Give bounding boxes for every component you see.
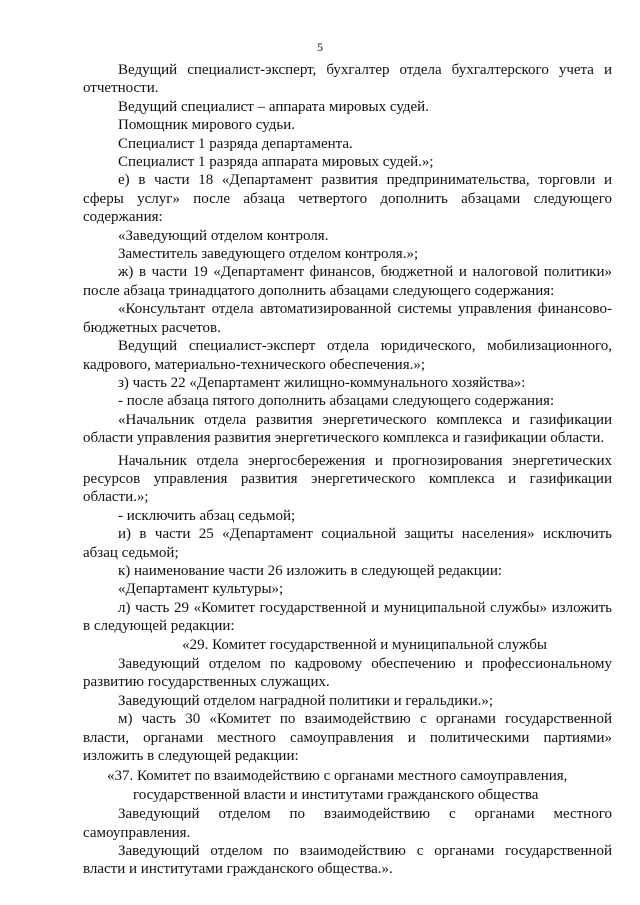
page-number: 5 bbox=[317, 40, 323, 54]
paragraph: Помощник мирового судьи. bbox=[118, 117, 295, 134]
document-body bbox=[83, 61, 612, 879]
paragraph: и) в части 25 «Департамент социальной защиты населения» исключить абзац седьмой; bbox=[83, 526, 612, 561]
paragraph: Заместитель заведующего отделом контроля.»; bbox=[118, 246, 419, 263]
paragraph: Заведующий отделом по кадровому обеспечению и профессиональному развитию государственных служащих. bbox=[83, 656, 612, 691]
paragraph: Специалист 1 разряда аппарата мировых судей.»; bbox=[118, 154, 434, 171]
paragraph: Ведущий специалист-эксперт отдела юридического, мобилизационного, кадрового, материально-технического обеспечения.»; bbox=[83, 338, 612, 373]
section-heading-line: государственной власти и институтами гражданского общества bbox=[133, 786, 539, 803]
section-heading: «29. Комитет государственной и муниципальной службы bbox=[182, 636, 547, 653]
paragraph: е) в части 18 «Департамент развития предпринимательства, торговли и сферы услуг» после абзаца четвертого дополнить абзацами следующего содержания: bbox=[83, 172, 612, 226]
paragraph: Ведущий специалист-эксперт, бухгалтер отдела бухгалтерского учета и отчетности. bbox=[83, 62, 612, 97]
paragraph: - исключить абзац седьмой; bbox=[118, 507, 296, 524]
paragraph: з) часть 22 «Департамент жилищно-коммунального хозяйства»: bbox=[118, 374, 526, 391]
paragraph: Специалист 1 разряда департамента. bbox=[118, 135, 353, 152]
paragraph: «Консультант отдела автоматизированной системы управления финансово-бюджетных расчетов. bbox=[83, 301, 612, 336]
paragraph: «Начальник отдела развития энергетического комплекса и газификации области управления развития энергетического комплекса и газификации области. bbox=[83, 411, 612, 447]
paragraph: Ведущий специалист – аппарата мировых судей. bbox=[118, 98, 429, 115]
paragraph: л) часть 29 «Комитет государственной и муниципальной службы» изложить в следующей редакции: bbox=[83, 599, 612, 635]
paragraph: «Департамент культуры»; bbox=[118, 581, 284, 598]
paragraph: м) часть 30 «Комитет по взаимодействию с органами государственной власти, органами местного самоуправления и политическими партиями» изложить в следующей редакции: bbox=[83, 711, 612, 765]
paragraph: «Заведующий отделом контроля. bbox=[118, 227, 329, 244]
paragraph: Заведующий отделом по взаимодействию с органами местного самоуправления. bbox=[83, 806, 612, 841]
paragraph: Начальник отдела энергосбережения и прогнозирования энергетических ресурсов управления развития энергетического комплекса и газификации области.»; bbox=[83, 452, 612, 506]
paragraph: ж) в части 19 «Департамент финансов, бюджетной и налоговой политики» после абзаца тринадцатого дополнить абзацами следующего содержания: bbox=[83, 264, 612, 299]
paragraph: Заведующий отделом по взаимодействию с органами государственной власти и институтами гражданского общества.». bbox=[83, 843, 612, 878]
section-heading-line: «37. Комитет по взаимодействию с органами местного самоуправления, bbox=[107, 768, 568, 785]
paragraph: к) наименование части 26 изложить в следующей редакции: bbox=[118, 562, 503, 579]
paragraph: Заведующий отделом наградной политики и геральдики.»; bbox=[118, 692, 494, 709]
paragraph: - после абзаца пятого дополнить абзацами следующего содержания: bbox=[118, 393, 555, 410]
section-heading bbox=[83, 767, 612, 804]
